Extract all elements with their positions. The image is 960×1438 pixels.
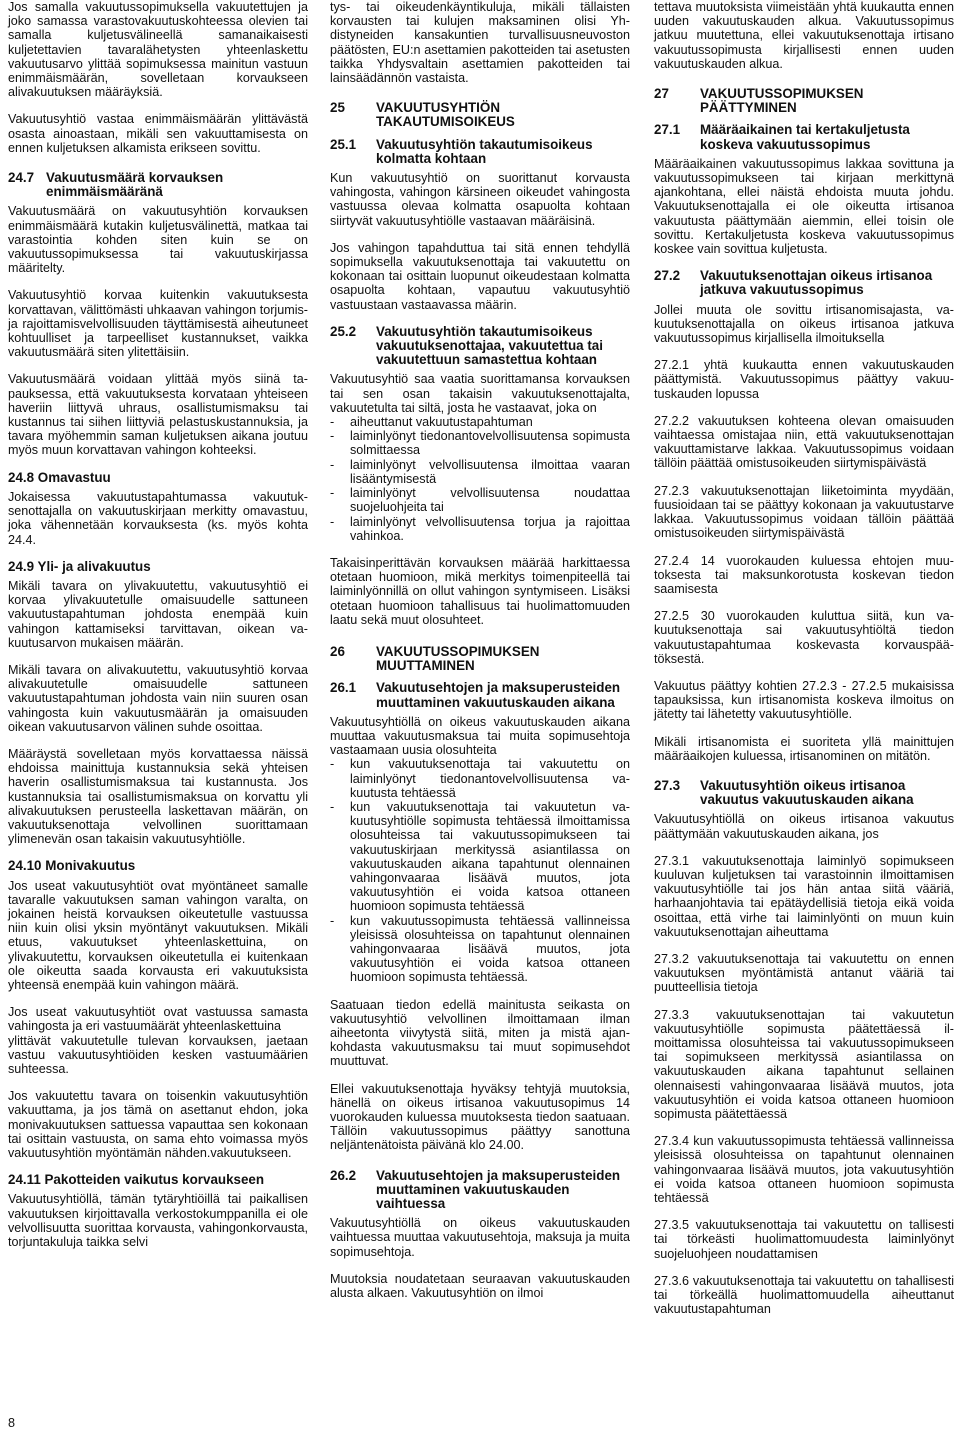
heading-number: 27.2 <box>654 268 681 284</box>
heading-text: Vakuutusyhtiön oikeus irtisanoa vakuutus vakuutuskauden aikana <box>700 777 914 808</box>
paragraph: Jollei muuta ole sovittu irtisanomisajasta, vakuutuksenottajalla on oikeus irtisanoa jatkuva vakuutussopimus kirjallisella ilmoituksella <box>654 302 954 346</box>
paragraph: 27.2.2 vakuutuksen kohteena olevan omaisuuden vaihtaessa omistajaa niin, että vakuutuksenottajan vakuuttamistarve lakkaa. Vakuutussopimus voidaan tällöin päättää omistusoikeuden siirtymispäivästä <box>654 413 954 471</box>
paragraph: 27.3.6 vakuutuksenottaja tai vakuutettu on tahallisesti tai törkeällä huolimattomuudella aiheuttanut vakuutustapahtuman <box>654 1273 954 1317</box>
list-item: - kun vakuutussopimusta tehtäessä vallinneissa yleisissä olosuhteissa on tapahtunut olennainen vahingonvaaraa lisäävä muutos, jota vakuutusyhtiön ei voida katsoa ottaneen huomioon sopimusta tehtäessä. <box>330 913 630 985</box>
paragraph: Määräystä sovelletaan myös korvattaessa näissä ehdoissa mainittuja kustannuksia sekä yhteisen haverin osallistumismaksua tai kustannusta. Jos kustannuksia tai osallistumismaksua on korvattu yli alivakuutuksen perusteella laskettavan määrän, on vakuutuksenottaja velvollinen suorittamaan ylimenevän osan takaisin vakuutusyhtiölle. <box>8 746 308 847</box>
heading-25 <box>330 101 630 129</box>
heading-text: Vakuutusyhtiön takautumisoikeus kolmatta kohtaan <box>376 136 593 166</box>
heading-number: 24.7 <box>8 170 35 186</box>
heading-number: 27.3 <box>654 777 681 793</box>
list-item: - kun vakuutuksenottaja tai vakuutetun vakuutusyhtiölle sopimusta tehtäessä ilmoittamissa olosuhteissa tai vakuutussopimukseen tai vakuutuskirjaan merkityssä asiantilassa on vakuutuskauden aikana tapahtunut olennainen vahingonvaaraa lisäävä muutos, jota vakuutusyhtiön ei voida katsoa ottaneen huomioon sopimusta tehtäessä <box>330 799 630 914</box>
heading-24-7 <box>8 171 308 199</box>
heading-number: 27.1 <box>654 122 681 138</box>
paragraph: Kun vakuutusyhtiö on suorittanut korvausta vahingosta, vahingon kärsineen oikeudet vahingosta vastuussa olevaa kolmatta osapuolta kohtaan siirtyvät vakuutusyhtiölle vastaavan määräisinä. <box>330 171 630 228</box>
list-item: - kun vakuutuksenottaja tai vakuutettu on laiminlyönyt tiedonantovelvollisuutensa vakuutusta tehtäessä <box>330 757 630 800</box>
list-item: - aiheuttanut vakuutustapahtuman <box>330 415 533 430</box>
paragraph: Ellei vakuutuksenottaja hyväksy tehtyjä muutoksia, hänellä on oikeus irtisanoa vakuutusopimus 14 vuorokauden kuluessa muutoksesta tiedon saatuaan. Tällöin vakuutussopimus päättyy sanottuna neljäntenätoista päivänä klo 24.00. <box>330 1081 630 1153</box>
heading-text: Vakuutusmäärä korvauksen enimmäismääränä <box>46 170 224 200</box>
paragraph: Mikäli tavara on alivakuutettu, vakuutusyhtiö korvaa alivakuutetulle omaisuudelle sattuneen vakuutustapahtuman johdosta vain niin suuren osan vahingosta kuin vakuutusmäärän ja omaisuuden oikean vakuutusarvon välinen suhde osoittaa. <box>8 662 308 734</box>
column-middle <box>330 0 630 1313</box>
heading-number: 26.1 <box>330 680 357 696</box>
paragraph: Vakuutusmäärä voidaan ylittää myös siinä tapauksessa, että vakuutuksesta korvataan yhteiseen haveriin liittyvä uhraus, osallistumismaksu tai kustannus tai siihen liittyviä pelastuskustannuksia, ja tavara myöhemmin saman kuljetuksen aikana joutuu myös muun korvattavan vahingon kohteeksi. <box>8 372 308 458</box>
list-item: - laiminlyönyt velvollisuutensa torjua ja rajoittaa vahinkoa. <box>330 514 630 543</box>
heading-text: Vakuutusehtojen ja maksuperusteiden muuttaminen vakuutuskauden aikana <box>376 680 621 710</box>
paragraph: Vakuutusmäärä on vakuutusyhtiön korvauksen enimmäismäärä kutakin kuljetusvälinettä, matkaa tai varastointia kohden siten kuin se on vakuutussopimuksessa tai vakuutuskirjassa määritelty. <box>8 204 308 276</box>
heading-text: Vakuutusehtojen ja maksuperusteiden muuttaminen vakuutuskauden vaihtuessa <box>376 1167 621 1212</box>
heading-24-9: 24.9 Yli- ja alivakuutus <box>8 558 151 574</box>
heading-26-2 <box>330 1169 630 1212</box>
heading-27-3 <box>654 779 954 807</box>
heading-24-8: 24.8 Omavastuu <box>8 469 111 485</box>
heading-26-1 <box>330 681 630 709</box>
paragraph: Vakuutus päättyy kohtien 27.2.3 - 27.2.5 mukaisissa tapauksissa, kun irtisanomista koskeva ilmoitus on jätetty tai lähetetty vakuutusyhtiölle. <box>654 678 954 722</box>
list-item: - laiminlyönyt velvollisuutensa noudattaa suojeluohjeita tai <box>330 486 630 515</box>
paragraph: Määräaikainen vakuutussopimus lakkaa sovittuna ja vakuutussopimukseen tai kirjaan merkittynä ajankohtana, ellei näistä ehdoista muuta johdu. Vakuutuksenottajalla ei ole oikeutta irtisanoa vakuutusta päättymään aiemmin, ellei toisin ole sovittu. Kertakuljetusta koskeva vakuutussopimus koskee vain sovittua kuljetusta. <box>654 156 954 257</box>
paragraph: Vakuutusyhtiöllä on oikeus vakuutuskauden vaihtuessa muuttaa vakuutusehtoja, maksuja ja muita sopimusehtoja. <box>330 1216 630 1259</box>
heading-number: 25.2 <box>330 323 357 339</box>
paragraph: Jos vakuutettu tavara on toisenkin vakuutusyhtiön vakuuttama, ja jos tämä on asettanut ehdon, joka monivakuutuksen sattuessa vapauttaa sen kokonaan tai osittain vastuusta, on sama ehto voimassa myös vakuutusyhtiön myöntämän nähden.vakuutukseen. <box>8 1089 308 1161</box>
list-item: - laiminlyönyt tiedonantovelvollisuutensa sopimusta solmittaessa <box>330 429 630 458</box>
page-number: 8 <box>8 1416 16 1430</box>
paragraph: Jos useat vakuutusyhtiöt ovat vastuussa samasta vahingosta ja eri vastuumäärät yhteenlaskettuina <box>8 1005 308 1034</box>
paragraph: Vakuutusyhtiö korvaa kuitenkin vakuutuksesta korvattavan, välittömästi uhkaavan vahingon torjumis- ja rajoittamisvelvollisuuden täyttämisestä aiheutuneet kohtuulliset ja tarpeelliset kustannukset, vaikka vakuutusmäärä siten ylitettäisiin. <box>8 288 308 360</box>
paragraph: Jos samalla vakuutussopimuksella vakuutettujen ja joko samassa varastovakuutuskohteessa olevien tai samalla kuljetusvälineellä samanaikaisesti kuljetettavien tavaralähetysten yhteenlaskettu vakuutusarvo ylittää sopimuksessa mainitun vastuun enimmäismäärän, sovelletaan korvaukseen alivakuutuksen määräyksiä. <box>8 0 308 100</box>
heading-number: 25 <box>330 100 345 116</box>
paragraph: ylittävät vakuutetulle tulevan korvauksen, jaetaan vastuu vakuutusyhtiöiden kesken vastuumäärien suhteessa. <box>8 1033 308 1076</box>
heading-number: 25.1 <box>330 136 357 152</box>
paragraph: Jokaisessa vakuutustapahtumassa vakuutuksenottajalla on vakuutuskirjaan merkitty omavastuu, joka vähennetään korvauksesta (ks. myös kohta 24.4. <box>8 489 308 547</box>
paragraph: 27.2.5 30 vuorokauden kuluttua siitä, kun vakuutuksenottaja sai vakuutusyhtiöltä tiedon vakuutustapahtumaa koskevasta korvauspäätöksestä. <box>654 609 954 666</box>
column-right <box>654 0 954 1329</box>
dash-list-recourse <box>330 415 630 543</box>
paragraph: Muutoksia noudatetaan seuraavan vakuutuskauden alusta alkaen. Vakuutusyhtiön on ilmoi <box>330 1271 630 1301</box>
heading-24-11: 24.11 Pakotteiden vaikutus korvaukseen <box>8 1172 265 1188</box>
heading-27-2 <box>654 269 954 297</box>
heading-text: Määräaikainen tai kertakuljetusta koskeva vakuutussopimus <box>700 122 910 152</box>
paragraph: Jos vahingon tapahduttua tai sitä ennen tehdyllä sopimuksella vakuutuksenottaja tai vakuutettu on kokonaan tai osittain luopunut oikeudestaan kolmatta osapuolta kohtaan, vapautuu vakuutusyhtiö vastuustaan vastaavassa määrin. <box>330 240 630 312</box>
heading-text: VAKUUTUSYHTIÖN TAKAUTUMISOIKEUS <box>376 100 515 130</box>
column-left <box>8 0 308 1262</box>
paragraph: tys- tai oikeudenkäyntikuluja, mikäli tällaisten korvausten tai kulujen maksaminen olisi Yhdistyneiden kansakuntien turvallisuusneuvoston päätösten, EU:n asettamien pakotteiden tai asetusten taikka Yhdysvaltain asettamien pakotteiden tai lainsäädännön vastaista. <box>330 0 630 86</box>
heading-number: 27 <box>654 86 669 102</box>
paragraph: Vakuutusyhtiö saa vaatia suorittamansa korvauksen tai sen osan takaisin vakuutuksenottajalta, vakuutetulta tai siltä, josta he vastaavat, joka on <box>330 372 630 415</box>
heading-25-1 <box>330 138 630 166</box>
paragraph: 27.3.1 vakuutuksenottaja laiminlyö sopimukseen kuuluvan kuljetuksen tai varastoinnin ilmoittamisen vakuutusyhtiölle tai jos hän antaa siitä vääriä, harhaanjohtavia tai epätäydellisiä tietoja eikä voida osoittaa, että virhe tai laiminlyönti on muun kuin vakuutuksenottajan aiheuttama <box>654 853 954 939</box>
paragraph: Takaisinperittävän korvauksen määrää harkittaessa otetaan huomioon, mikä merkitys toimenpiteellä tai laiminlyönnillä on ollut vahingon syntymiseen. Lisäksi otetaan huomioon tahallisuus tai huolimattomuuden laatu sekä muut olosuhteet. <box>330 555 630 627</box>
paragraph: Mikäli irtisanomista ei suoriteta yllä mainittujen määräaikojen kuluessa, irtisanominen on mitätön. <box>654 734 954 763</box>
paragraph: tettava muutoksista viimeistään yhtä kuukautta ennen uuden vakuutuskauden alkua. Vakuutussopimus jatkuu muutettuna, ellei vakuutuksenottaja irtisano vakuutussopimusta kirjallisesti ennen uuden vakuutuskauden alkua. <box>654 0 954 71</box>
paragraph: Jos useat vakuutusyhtiöt ovat myöntäneet samalle tavaralle vakuutuksen saman vahingon varalta, on jokainen heistä korvauksen oikeutetulle vastuussa niin kuin olisi yksin myöntänyt vakuutuksen. Mikäli etuus, vakuutukset yhteenlaskettuina, on ylivakuutettu, korvauksen oikeutetulla ei kuitenkaan ole oikeutta saada korvausta eri vakuutuksista yhteensä enempää kuin vahingon määrä. <box>8 878 308 992</box>
paragraph: 27.2.4 14 vuorokauden kuluessa ehtojen muutoksesta tai maksunkorotusta koskevan tiedon saamisesta <box>654 553 954 596</box>
heading-text: VAKUUTUSSOPIMUKSEN MUUTTAMINEN <box>376 643 540 674</box>
list-item: - laiminlyönyt velvollisuutensa ilmoittaa vaaran lisääntymisestä <box>330 457 630 486</box>
heading-27-1 <box>654 123 954 151</box>
paragraph: Vakuutusyhtiöllä on oikeus vakuutuskauden aikana muuttaa vakuutusmaksua tai muita sopimusehtoja vastaamaan uusia olosuhteita <box>330 714 630 758</box>
paragraph: Mikäli tavara on ylivakuutettu, vakuutusyhtiö ei korvaa ylivakuutetulle omaisuudelle sattuneen vakuutustapahtuman johdosta enempää kuin vahingon kattamiseksi tarvittavan, oikean vakuutusarvon mukaisen määrän. <box>8 578 308 650</box>
paragraph: 27.3.4 kun vakuutussopimusta tehtäessä vallinneissa yleisissä olosuhteissa on tapahtunut olennainen vahingonvaaraa lisäävä muutos, jota vakuutusyhtiön ei voida katsoa ottaneen huomioon sopimusta tehtäessä <box>654 1134 954 1206</box>
heading-text: VAKUUTUSSOPIMUKSEN PÄÄTTYMINEN <box>700 86 864 116</box>
paragraph: 27.3.2 vakuutuksenottaja tai vakuutettu on ennen vakuutuksen myöntämistä antanut vääriä tai puutteellisia tietoja <box>654 951 954 995</box>
paragraph: Vakuutusyhtiö vastaa enimmäismäärän ylittävästä osasta ainoastaan, mikäli sen vakuuttamisesta on ennen kuljetuksen alkamista erikseen sovittu. <box>8 112 308 155</box>
paragraph: Vakuutusyhtiöllä, tämän tytäryhtiöillä tai paikallisen vakuutuksen kirjoittavalla verkostokumppanilla ei ole velvollisuutta suorittaa korvausta, vahingonkorvausta, torjuntakuluja taikka selvi <box>8 1192 308 1250</box>
paragraph: Saatuaan tiedon edellä mainitusta seikasta on vakuutusyhtiö velvollinen ilmoittamaan ilman aiheetonta viivytystä siitä, miten ja mistä ajankohdasta vakuutusmaksu tai muut sopimusehdot muuttuvat. <box>330 997 630 1069</box>
paragraph: 27.2.1 yhtä kuukautta ennen vakuutuskauden päättymistä. Vakuutussopimus päättyy vakuutuskauden lopussa <box>654 358 954 401</box>
heading-text: Vakuutuksenottajan oikeus irtisanoa jatkuva vakuutussopimus <box>700 268 933 298</box>
heading-number: 26 <box>330 643 345 659</box>
paragraph: 27.3.3 vakuutuksenottajan tai vakuutetun vakuutusyhtiölle sopimusta päätettäessä ilmoittamissa olosuhteissa tai vakuutussopimukseen tai sopimukseen merkityssä asiantilassa on vakuutuskauden aikana tapahtunut sellainen olennaisesti vahingonvaaraa lisäävä muutos, jota vakuutusyhtiön ei voida katsoa ottaneen huomioon sopimusta päätettäessä <box>654 1007 954 1121</box>
heading-25-2 <box>330 325 630 368</box>
paragraph: 27.2.3 vakuutuksenottajan liiketoiminta myydään, fuusioidaan tai se päättyy kokonaan ja vakuutustarve lakkaa. Vakuutussopimus voidaan tällöin päättää omistusoikeuden siirtymispäivästä <box>654 483 954 541</box>
heading-24-10: 24.10 Monivakuutus <box>8 858 136 874</box>
heading-27 <box>654 87 954 115</box>
paragraph: Vakuutusyhtiöllä on oikeus irtisanoa vakuutus päättymään vakuutuskauden aikana, jos <box>654 812 954 841</box>
dash-list-changes <box>330 757 630 984</box>
heading-text: Vakuutusyhtiön takautumisoikeus vakuutuksenottajaa, vakuutettua tai vakuutettuun samastettua kohtaan <box>376 323 603 368</box>
heading-number: 26.2 <box>330 1167 357 1183</box>
heading-26 <box>330 645 630 673</box>
paragraph: 27.3.5 vakuutuksenottaja tai vakuutettu on tallisesti tai törkeästi huolimattomuudesta laiminlyönyt suojeluohjeen noudattamisen <box>654 1218 954 1261</box>
